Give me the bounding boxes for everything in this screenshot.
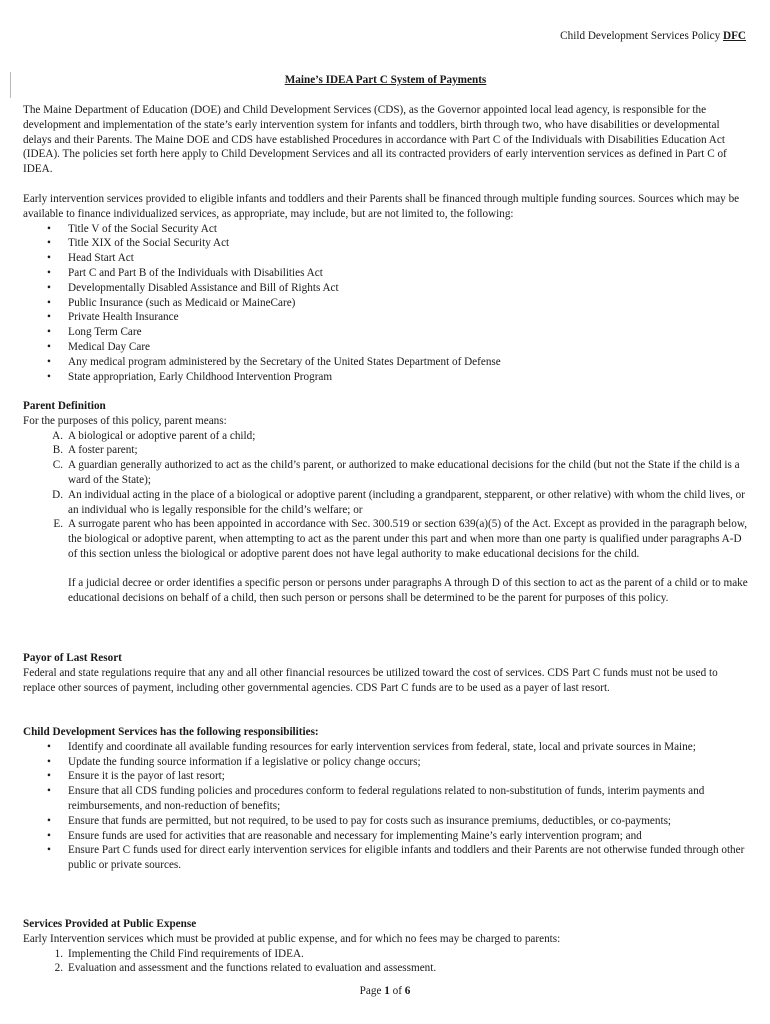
funding-source-list: [23, 222, 748, 385]
section-heading: Child Development Services has the following responsibilities:: [23, 726, 319, 738]
page-total: 6: [404, 985, 411, 997]
list-item: • Update the funding source information if a legislative or policy change occurs;: [68, 755, 748, 770]
list-marker: 1.: [54, 947, 63, 960]
list-item: • Ensure that all CDS funding policies and procedures conform to federal regulations related to non-substitution of funds, interim payments and reimbursements, and non-reduction of benefits;: [68, 784, 748, 814]
list-item: • Ensure Part C funds used for direct early intervention services for eligible infants and toddlers and their Parents are not otherwise funded through other public or private sources.: [68, 843, 748, 873]
list-item: • Ensure that funds are permitted, but not required, to be used to pay for costs such as insurance premiums, deductibles, or co-payments;: [68, 814, 748, 829]
list-item: [52, 443, 748, 458]
list-item: [52, 458, 748, 488]
list-item-text: An individual acting in the place of a biological or adoptive parent (including a grandparent, stepparent, or other relative) with whom the child lives, or an individual who is legally responsible for the child’s welfare; or: [68, 488, 745, 516]
parent-definition-list: [23, 429, 748, 562]
list-item: • Title V of the Social Security Act: [68, 222, 748, 237]
list-item: • Identify and coordinate all available funding resources for early intervention services from federal, state, local and private sources in Maine;: [68, 740, 748, 755]
intro-paragraph: The Maine Department of Education (DOE) and Child Development Services (CDS), as the Governor appointed local lead agency, is responsible for the development and implementation of the state’s early intervention system for infants and toddlers, birth through two, who have disabilities or developmental delays and their Parents. The Maine DOE and CDS have established Procedures in accordance with Part C of the Individuals with Disabilities Education Act (IDEA). The policies set forth here apply to Child Development Services and all its contracted providers of early intervention services as defined in Part C of IDEA.: [23, 104, 727, 176]
judicial-decree-paragraph: If a judicial decree or order identifies a specific person or persons under paragraphs A through D of this section to act as the parent of a child or to make educational decisions on behalf of a child, then such person or persons shall be determined to be the parent for purposes of this policy.: [68, 576, 748, 604]
list-item: • Title XIX of the Social Security Act: [68, 236, 748, 251]
list-item-text: A guardian generally authorized to act as the child’s parent, or authorized to make educational decisions for the child (but not the State if the child is a ward of the State);: [68, 459, 740, 486]
list-item: • Any medical program administered by the Secretary of the United States Department of Defense: [68, 355, 748, 370]
list-item: • Part C and Part B of the Individuals with Disabilities Act: [68, 266, 748, 281]
section-heading: Payor of Last Resort: [23, 652, 122, 664]
document-title: Maine’s IDEA Part C System of Payments: [284, 74, 487, 86]
section-heading: Parent Definition: [23, 400, 106, 412]
list-item: • Medical Day Care: [68, 340, 748, 355]
responsibilities-section: [23, 725, 748, 873]
list-item: • Public Insurance (such as Medicaid or MaineCare): [68, 296, 748, 311]
header-title: Child Development Services Policy: [560, 30, 721, 42]
list-item: [54, 947, 748, 962]
of-word: of: [392, 985, 402, 997]
list-item-text: Implementing the Child Find requirements of IDEA.: [68, 947, 304, 960]
section-lead: For the purposes of this policy, parent means:: [23, 414, 227, 427]
list-item: [52, 429, 748, 444]
list-item: [54, 961, 748, 976]
payor-paragraph: Federal and state regulations require that any and all other financial resources be utilized toward the cost of services. CDS Part C funds must not be used to replace other sources of payment, including other governmental agencies. CDS Part C funds are to be used as a payer of last resort.: [23, 666, 718, 694]
page-header: [560, 29, 746, 44]
funding-section: [23, 192, 748, 384]
public-expense-section: [23, 917, 748, 976]
list-item: • Ensure it is the payor of last resort;: [68, 769, 748, 784]
page-word: Page: [359, 985, 382, 997]
policy-code: DFC: [723, 30, 746, 42]
list-item: • State appropriation, Early Childhood Intervention Program: [68, 370, 748, 385]
list-marker: D.: [52, 488, 63, 501]
list-item: [52, 488, 748, 518]
page-footer: [0, 984, 770, 999]
margin-change-bar: [10, 72, 11, 98]
list-marker: A.: [52, 429, 63, 442]
list-item: • Private Health Insurance: [68, 310, 748, 325]
list-marker: B.: [52, 444, 63, 457]
section-lead: Early Intervention services which must be provided at public expense, and for which no fees may be charged to parents:: [23, 932, 561, 945]
list-item: • Ensure funds are used for activities that are reasonable and necessary for implementing Maine’s early intervention program; and: [68, 829, 748, 844]
public-expense-list: [23, 947, 748, 977]
list-marker: C.: [52, 459, 63, 472]
list-item: • Long Term Care: [68, 325, 748, 340]
list-item-text: A biological or adoptive parent of a child;: [68, 429, 256, 442]
section-heading: Services Provided at Public Expense: [23, 918, 197, 930]
page-number: 1: [384, 985, 390, 997]
list-item: • Developmentally Disabled Assistance and Bill of Rights Act: [68, 281, 748, 296]
responsibilities-list: [23, 740, 748, 873]
list-item-text: A foster parent;: [68, 444, 138, 457]
funding-paragraph: Early intervention services provided to eligible infants and toddlers and their Parents shall be financed through multiple funding sources. Sources which may be available to finance individualized services, as appropriate, may include, but are not limited to, the following:: [23, 193, 740, 220]
list-item: • Head Start Act: [68, 251, 748, 266]
list-item-text: A surrogate parent who has been appointed in accordance with Sec. 300.519 or section 639(a)(5) of the Act. Except as provided in the paragraph below, the biological or adoptive parent, when attempting to act as the parent under this part and when more than one party is qualified under paragraphs A-D of this section unless the biological or adoptive parent does not have legal authority to make educational decisions for the child.: [68, 518, 747, 560]
payor-section: [23, 651, 748, 695]
intro-section: [23, 103, 748, 177]
list-item: [53, 517, 748, 561]
list-marker: 2.: [54, 962, 63, 975]
list-marker: E.: [53, 518, 63, 531]
parent-definition-section: [23, 399, 748, 605]
list-item-text: Evaluation and assessment and the functions related to evaluation and assessment.: [68, 962, 437, 975]
